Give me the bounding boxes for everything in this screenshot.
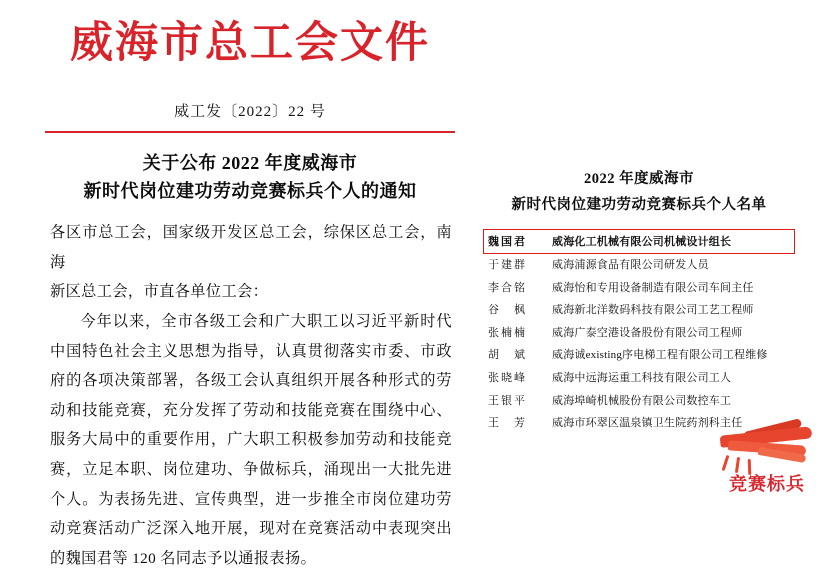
honoree-org: 威海广泰空港设备股份有限公司工程师 — [552, 326, 743, 339]
honoree-name: 王 芳 — [488, 417, 527, 430]
honoree-name: 胡 斌 — [488, 349, 527, 362]
honoree-name: 王银平 — [488, 394, 527, 407]
document-page — [40, 0, 460, 568]
masthead-divider — [45, 131, 455, 133]
honoree-table-body — [484, 230, 794, 433]
honoree-org: 威海中远海运重工科技有限公司工人 — [552, 372, 732, 385]
table-row — [484, 275, 794, 298]
table-row — [484, 298, 794, 321]
document-heading-line-1: 关于公布 2022 年度威海市 — [142, 153, 358, 173]
honoree-org: 威海浦源食品有限公司研发人员 — [552, 259, 709, 272]
document-number: 威工发〔2022〕22 号 — [174, 104, 326, 120]
list-title-line-1: 2022 年度威海市 — [583, 171, 695, 187]
table-row — [484, 253, 794, 276]
document-body — [50, 218, 452, 574]
honoree-name: 张晓峰 — [488, 372, 527, 385]
honoree-name: 于建群 — [488, 259, 527, 272]
document-heading-line-2: 新时代岗位建功劳动竞赛标兵个人的通知 — [83, 180, 417, 201]
list-title — [484, 166, 794, 218]
honoree-name: 魏国君 — [488, 236, 527, 249]
honoree-org: 威海新北洋数码科技有限公司工艺工程师 — [552, 304, 754, 317]
honoree-org: 威海怡和专用设备制造有限公司车间主任 — [552, 281, 754, 294]
table-row — [484, 321, 794, 344]
honoree-name: 谷 枫 — [488, 304, 527, 317]
list-title-line-2: 新时代岗位建功劳动竞赛标兵个人名单 — [511, 197, 767, 214]
page-title — [40, 150, 460, 206]
honoree-name: 李合铭 — [488, 281, 527, 294]
honoree-org: 威海诚existing序电梯工程有限公司工程维修 — [552, 349, 768, 362]
honoree-org: 威海埠崎机械股份有限公司数控车工 — [552, 394, 732, 407]
honoree-list-panel — [484, 166, 794, 434]
honoree-table — [484, 230, 794, 433]
recipients-line-2: 新区总工会，市直各单位工会： — [50, 283, 269, 301]
honoree-name: 张楠楠 — [488, 326, 527, 339]
table-row — [484, 388, 794, 411]
ribbon-decoration-icon — [718, 425, 818, 465]
recipients-line-1: 各区市总工会，国家级开发区总工会，综保区总工会，南海 — [50, 224, 452, 271]
table-row — [484, 366, 794, 389]
table-row — [484, 230, 794, 253]
body-paragraph: 今年以来，全市各级工会和广大职工以习近平新时代中国特色社会主义思想为指导，认真贯彻落实市委、市政府的各项决策部署，各级工会认真组织开展各种形式的劳动和技能竞赛，充分发挥了劳动和技能竞赛在围绕中心、服务大局中的重要作用，广大职工积极参加劳动和技能竞赛，立足本职、岗位建功、争做标兵，涌现出一大批先进个人。为表扬先进、宣传典型，进一步推全市岗位建功劳动竞赛活动广泛深入地开展，现对在竞赛活动中表现突出的魏国君等 120 名同志予以通报表扬。 — [50, 312, 452, 568]
badge-label: 竞赛标兵 — [729, 474, 805, 495]
honoree-org: 威海市环翠区温泉镇卫生院药剂科主任 — [552, 417, 743, 430]
document-masthead-title: 威海市总工会文件 — [70, 18, 430, 68]
ribbon-tail-icon — [722, 455, 730, 471]
honoree-org: 威海化工机械有限公司机械设计组长 — [552, 236, 732, 249]
table-row — [484, 343, 794, 366]
